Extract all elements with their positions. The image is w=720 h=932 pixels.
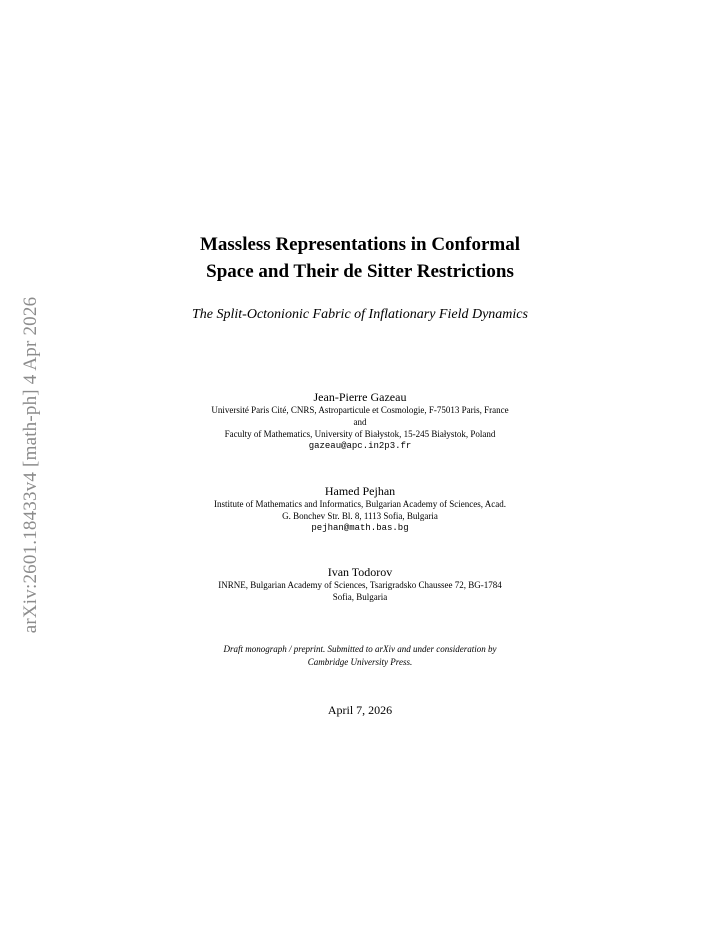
title-line-1: Massless Representations in Conformal: [199, 234, 520, 255]
author-email: gazeau@apc.in2p3.fr: [308, 441, 412, 451]
author-email: pejhan@math.bas.bg: [311, 523, 409, 533]
affiliation-line: Université Paris Cité, CNRS, Astroparticule et Cosmologie, F-75013 Paris, France: [211, 405, 509, 415]
affiliation-line: Institute of Mathematics and Informatics, Bulgarian Academy of Sciences, Acad.: [214, 499, 506, 509]
paper-subtitle: The Split-Octonionic Fabric of Inflationary Field Dynamics: [192, 307, 528, 322]
author-block-gazeau: [0, 390, 720, 452]
affiliation-line: and: [353, 417, 367, 427]
author-name: Jean-Pierre Gazeau: [313, 390, 407, 404]
affiliation-line: G. Bonchev Str. Bl. 8, 1113 Sofia, Bulgaria: [282, 511, 438, 521]
publication-date: April 7, 2026: [327, 703, 393, 717]
paper-title: [0, 231, 720, 285]
title-line-2: Space and Their de Sitter Restrictions: [206, 261, 514, 282]
author-block-pejhan: [0, 484, 720, 534]
note-line-2: Cambridge University Press.: [307, 657, 413, 667]
affiliation-line: INRNE, Bulgarian Academy of Sciences, Tsarigradsko Chaussee 72, BG-1784: [218, 580, 502, 590]
author-name: Ivan Todorov: [327, 565, 393, 579]
affiliation-line: Faculty of Mathematics, University of Białystok, 15-245 Białystok, Poland: [224, 429, 496, 439]
submission-note: [0, 643, 720, 669]
note-line-1: Draft monograph / preprint. Submitted to arXiv and under consideration by: [223, 644, 497, 654]
affiliation-line: Sofia, Bulgaria: [332, 592, 388, 602]
author-name: Hamed Pejhan: [324, 484, 396, 498]
author-block-todorov: [0, 565, 720, 603]
arxiv-identifier-stamp: arXiv:2601.18433v4 [math-ph] 4 Apr 2026: [20, 296, 41, 634]
